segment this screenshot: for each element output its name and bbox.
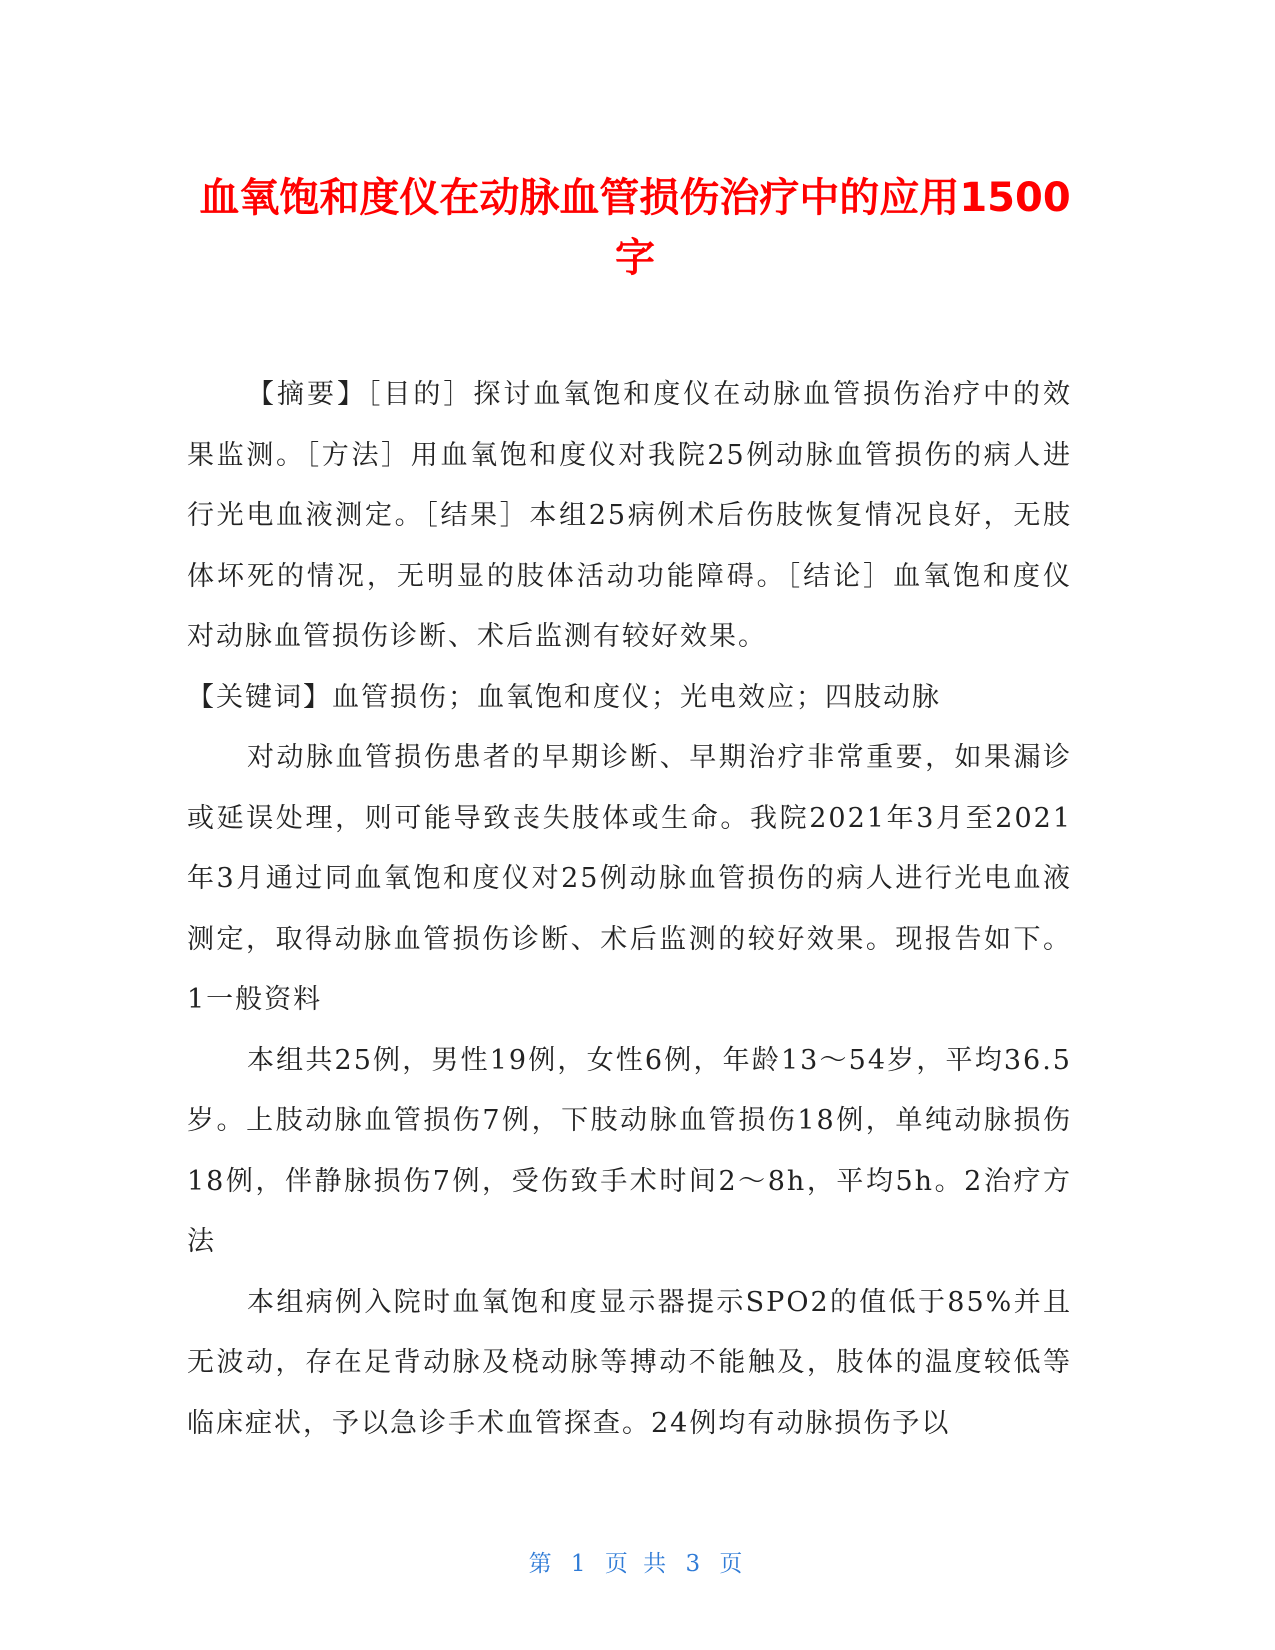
footer-total-pages: 3: [685, 1551, 705, 1577]
abstract-paragraph: 【摘要】［目的］探讨血氧饱和度仪在动脉血管损伤治疗中的效果监测。［方法］用血氧饱和度仪对我院25例动脉血管损伤的病人进行光电血液测定。［结果］本组25病例术后伤肢恢复情况良好，无肢体坏死的情况，无明显的肢体活动功能障碍。［结论］血氧饱和度仪对动脉血管损伤诊断、术后监测有较好效果。: [187, 379, 1072, 652]
general-data-paragraph: 本组共25例，男性19例，女性6例，年龄13～54岁，平均36.5岁。上肢动脉血管损伤7例，下肢动脉血管损伤18例，单纯动脉损伤18例，伴静脉损伤7例，受伤致手术时间2～8h，平均5h。2治疗方法: [187, 1044, 1072, 1257]
footer-prefix: 第: [528, 1551, 556, 1577]
document-title: 血氧饱和度仪在动脉血管损伤治疗中的应用1500字: [199, 175, 1071, 281]
document-body: [187, 365, 1072, 1454]
treatment-paragraph: 本组病例入院时血氧饱和度显示器提示SPO2的值低于85%并且无波动，存在足背动脉及桡动脉等搏动不能触及，肢体的温度较低等临床症状，予以急诊手术血管探查。24例均有动脉损伤予以: [187, 1286, 1072, 1439]
keywords-paragraph: 【关键词】血管损伤；血氧饱和度仪；光电效应；四肢动脉: [187, 681, 941, 713]
footer-suffix: 页: [719, 1551, 747, 1577]
intro-paragraph: 对动脉血管损伤患者的早期诊断、早期治疗非常重要，如果漏诊或延误处理，则可能导致丧失肢体或生命。我院2021年3月至2021年3月通过同血氧饱和度仪对25例动脉血管损伤的病人进行光电血液测定，取得动脉血管损伤诊断、术后监测的较好效果。现报告如下。1一般资料: [187, 742, 1072, 1015]
page-footer: [0, 1545, 1275, 1578]
footer-current-page: 1: [570, 1551, 590, 1577]
footer-mid: 页 共: [604, 1551, 671, 1577]
